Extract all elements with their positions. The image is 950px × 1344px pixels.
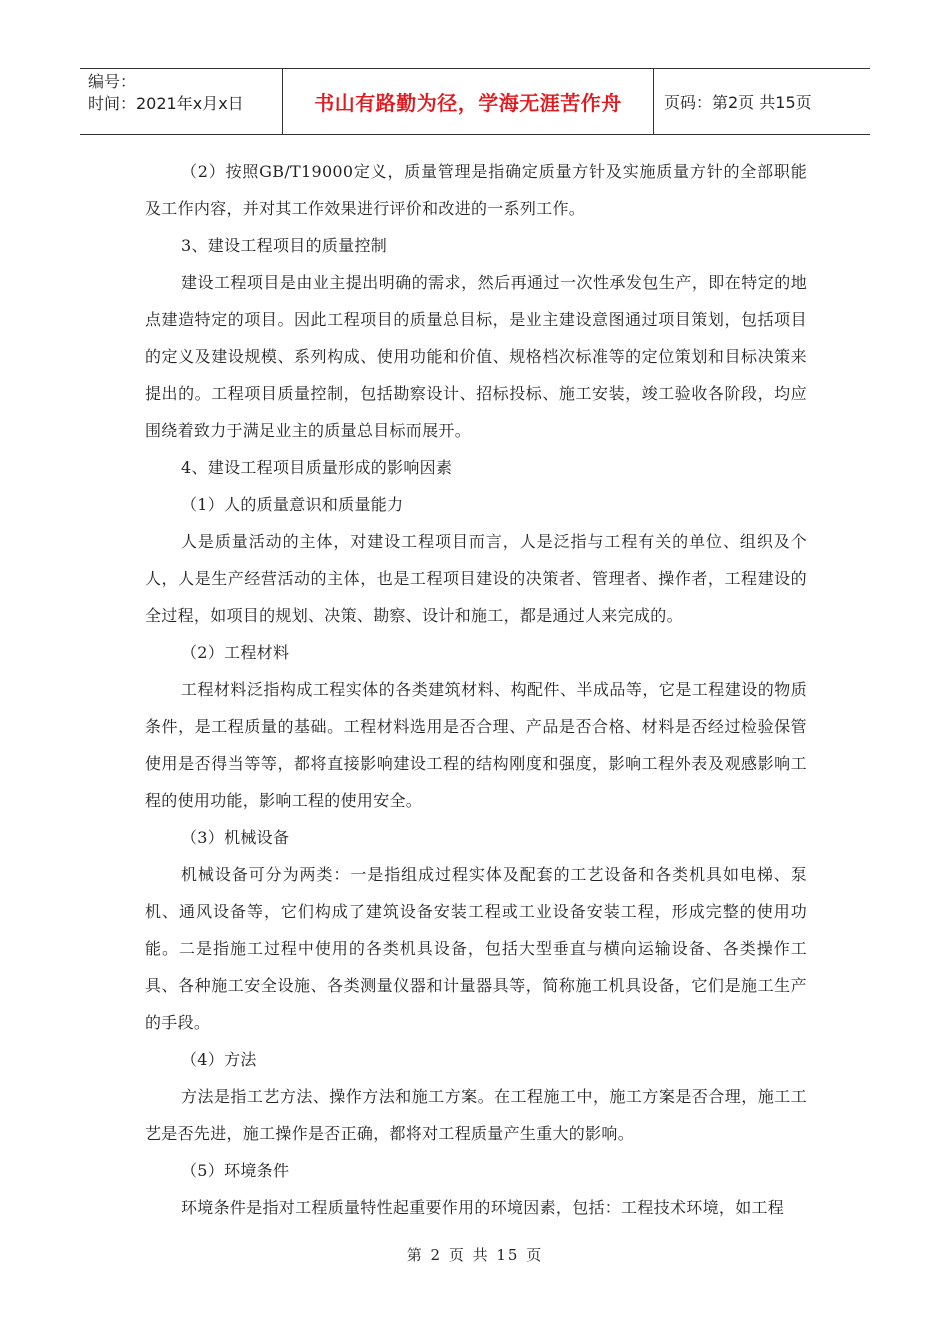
header-page-info: 页码：第2页 共15页 [664,93,812,112]
section-heading: 4、建设工程项目质量形成的影响因素 [181,458,453,477]
header-motto: 书山有路勤为径，学海无涯苦作舟 [282,69,654,134]
subsection-heading: （1）人的质量意识和质量能力 [181,495,404,514]
document-body [145,153,807,1226]
paragraph: 方法是指工艺方法、操作方法和施工方案。在工程施工中，施工方案是否合理，施工工艺是否先进，施工操作是否正确，都将对工程质量产生重大的影响。 [145,1087,807,1143]
paragraph: 人是质量活动的主体，对建设工程项目而言，人是泛指与工程有关的单位、组织及个人，人是生产经营活动的主体，也是工程项目建设的决策者、管理者、操作者，工程建设的全过程，如项目的规划、决策、勘察、设计和施工，都是通过人来完成的。 [145,532,807,625]
paragraph: （2）按照GB/T19000定义，质量管理是指确定质量方针及实施质量方针的全部职能及工作内容，并对其工作效果进行评价和改进的一系列工作。 [145,162,807,218]
document-date-label: 时间：2021年x月x日 [88,94,244,113]
paragraph: 建设工程项目是由业主提出明确的需求，然后再通过一次性承发包生产，即在特定的地点建造特定的项目。因此工程项目的质量总目标，是业主建设意图通过项目策划，包括项目的定义及建设规模、系列构成、使用功能和价值、规格档次标准等的定位策划和目标决策来提出的。工程项目质量控制，包括勘察设计、招标投标、施工安装，竣工验收各阶段，均应围绕着致力于满足业主的质量总目标而展开。 [145,273,807,440]
document-number-label: 编号： [88,72,137,91]
page-footer: 第 2 页 共 15 页 [406,1246,544,1264]
subsection-heading: （4）方法 [181,1050,257,1069]
page-header [80,68,870,135]
section-heading: 3、建设工程项目的质量控制 [181,236,388,255]
subsection-heading: （3）机械设备 [181,828,290,847]
paragraph: 机械设备可分为两类：一是指组成过程实体及配套的工艺设备和各类机具如电梯、泵机、通风设备等，它们构成了建筑设备安装工程或工业设备安装工程，形成完整的使用功能。二是指施工过程中使用的各类机具设备，包括大型垂直与横向运输设备、各类操作工具、各种施工安全设施、各类测量仪器和计量器具等，简称施工机具设备，它们是施工生产的手段。 [145,865,807,1032]
paragraph: 工程材料泛指构成工程实体的各类建筑材料、构配件、半成品等，它是工程建设的物质条件，是工程质量的基础。工程材料选用是否合理、产品是否合格、材料是否经过检验保管使用是否得当等等，都将直接影响建设工程的结构刚度和强度，影响工程外表及观感影响工程的使用功能，影响工程的使用安全。 [145,680,807,810]
paragraph: 环境条件是指对工程质量特性起重要作用的环境因素，包括：工程技术环境，如工程 [181,1198,785,1217]
subsection-heading: （2）工程材料 [181,643,290,662]
header-meta [80,69,282,134]
subsection-heading: （5）环境条件 [181,1161,290,1180]
